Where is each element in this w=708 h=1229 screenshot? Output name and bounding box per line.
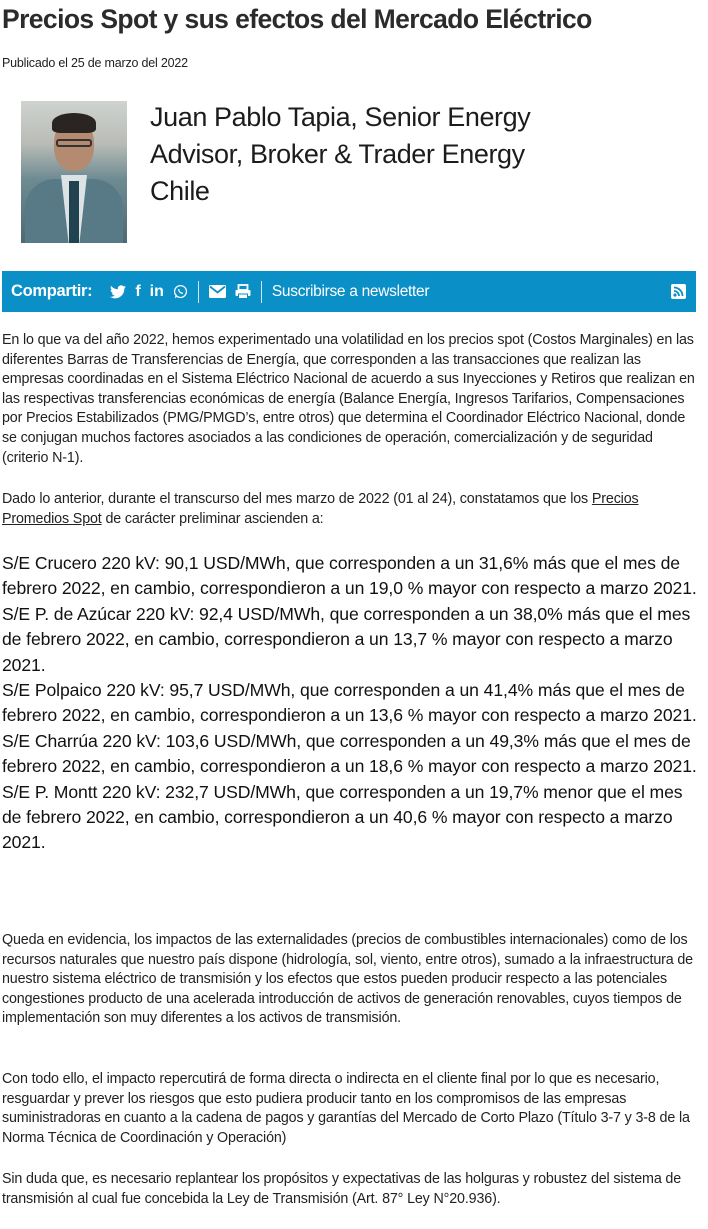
article-title: Precios Spot y sus efectos del Mercado Eléctrico: [2, 4, 592, 34]
paragraph-context: [2, 490, 702, 529]
publish-date: Publicado el 25 de marzo del 2022: [2, 56, 188, 70]
paragraph-conclusion: Sin duda que, es necesario replantear los propósitos y expectativas de las holguras y robustez del sistema de transmisión al cual fue concebida la Ley de Transmisión (Art. 87° Ley N°20.936).: [2, 1171, 682, 1207]
price-list: [2, 551, 702, 856]
share-bar: [2, 271, 696, 312]
paragraph-externalities: Queda en evidencia, los impactos de las externalidades (precios de combustibles internacionales) como de los recursos naturales que nuestro país dispone (hidrología, sol, viento, entre otros), sumado a la infraestructura de nuestro sistema eléctrico de transmisión y los efectos que estos pueden producir respecto a las potenciales congestiones producto de una acelerada introducción de activos de generación renovables, cuyos tiempos de implementación son muy diferentes a los activos de transmisión.: [2, 932, 693, 1027]
paragraph-intro: En lo que va del año 2022, hemos experimentado una volatilidad en los precios spot (Costos Marginales) en las diferentes Barras de Transferencias de Energía, que corresponden a las transacciones que realizan las empresas coordinadas en el Sistema Eléctrico Nacional de acuerdo a sus Inyecciones y Retiros que realizan en las respectivas transferencias económicas de energía (Balance Energía, Ingresos Tarifarios, Compensaciones por Precios Estabilizados (PMG/PMGD’s, entre otros) que determina el Coordinador Eléctrico Nacional, donde se conjugan muchos factores asociados a las condiciones de operación, comercialización y de seguridad (criterio N-1).: [2, 332, 695, 466]
newsletter-link[interactable]: Suscribirse a newsletter: [271, 282, 430, 300]
rss-icon[interactable]: [671, 284, 686, 299]
precios-promedios-spot-link[interactable]: Precios Promedios Spot: [2, 491, 639, 527]
paragraph-impact: Con todo ello, el impacto repercutirá de forma directa o indirecta en el cliente final por lo que es necesario, resguardar y prever los riesgos que esto pudiera producir tanto en los compromisos de las empresas suministradoras en cuanto a la cadena de pagos y garantías del Mercado de Corto Plazo (Título 3-7 y 3-8 de la Norma Técnica de Coordinación y Operación): [2, 1071, 690, 1146]
author-photo: [21, 101, 127, 243]
author-name: Juan Pablo Tapia, Senior Energy Advisor, Broker & Trader Energy Chile: [150, 102, 531, 206]
price-item-polpaico: S/E Polpaico 220 kV: 95,7 USD/MWh, que corresponden a un 41,4% más que el mes de febrero 2022, en cambio, correspondieron a un 13,6 % mayor con respecto a marzo 2021.: [2, 680, 697, 726]
share-label: Compartir:: [11, 282, 93, 300]
linkedin-icon[interactable]: in: [149, 282, 164, 300]
twitter-icon[interactable]: [110, 285, 126, 299]
price-item-p-montt: S/E P. Montt 220 kV: 232,7 USD/MWh, que corresponden a un 19,7% menor que el mes de febrero 2022, en cambio, correspondieron a un 40,6 % mayor con respecto a marzo 2021.: [2, 781, 683, 853]
divider: [198, 281, 199, 303]
paragraph-text: Dado lo anterior, durante el transcurso del mes marzo de 2022 (01 al 24), constatamos que los: [2, 491, 592, 507]
email-icon[interactable]: [209, 285, 226, 298]
paragraph-text: de carácter preliminar ascienden a:: [101, 510, 324, 527]
whatsapp-icon[interactable]: [173, 284, 188, 299]
price-item-crucero: S/E Crucero 220 kV: 90,1 USD/MWh, que corresponden a un 31,6% más que el mes de febrero 2022, en cambio, correspondieron a un 19,0 % mayor con respecto a marzo 2021.: [2, 553, 697, 599]
divider: [261, 281, 262, 303]
print-icon[interactable]: [235, 284, 251, 299]
price-item-p-de-azucar: S/E P. de Azúcar 220 kV: 92,4 USD/MWh, que corresponden a un 38,0% más que el mes de febrero 2022, en cambio, correspondieron a un 13,7 % mayor con respecto a marzo 2021.: [2, 603, 691, 675]
facebook-icon[interactable]: f: [135, 282, 141, 300]
price-item-charrua: S/E Charrúa 220 kV: 103,6 USD/MWh, que corresponden a un 49,3% más que el mes de febrero 2022, en cambio, correspondieron a un 18,6 % mayor con respecto a marzo 2021.: [2, 730, 697, 777]
